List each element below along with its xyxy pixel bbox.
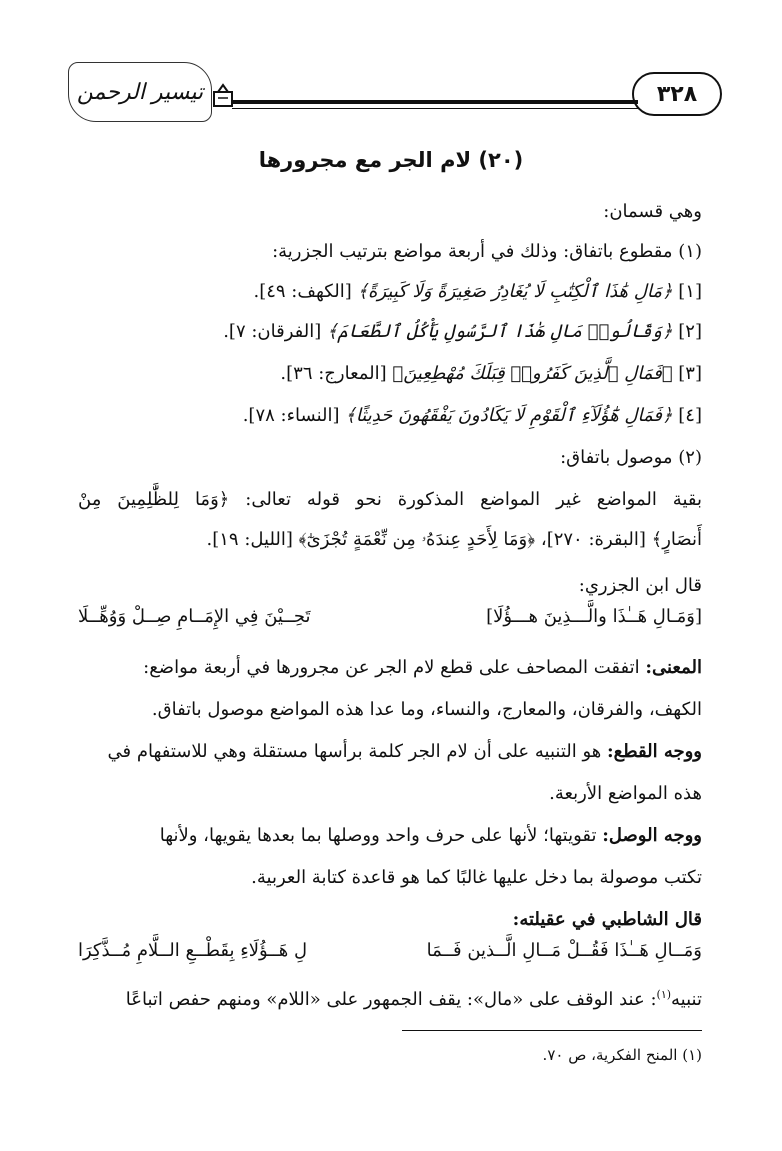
qat-text: هو التنبيه على أن لام الجر كلمة برأسها مستقلة وهي للاستفهام في bbox=[107, 741, 607, 762]
page-number: ٣٢٨ bbox=[632, 72, 722, 116]
verse-reference: [المعارج: ٣٦]. bbox=[280, 363, 387, 384]
verse-reference: [الفرقان: ٧]. bbox=[223, 321, 322, 342]
quran-verse: ﴿فَمَالِ ٱلَّذِينَ كَفَرُوا۟ قِبَلَكَ مُهْطِعِينَ﴾ bbox=[392, 363, 673, 384]
footnote: (١) المنح الفكرية، ص ٧٠. bbox=[542, 1046, 702, 1064]
verse-number: [٢] bbox=[678, 321, 702, 342]
meaning-text: اتفقت المصاحف على قطع لام الجر عن مجرورها في أربعة مواضع: bbox=[143, 657, 646, 678]
wasl-text: تقويتها؛ لأنها على حرف واحد ووصلها بما بعدها يقويها، ولأنها bbox=[159, 825, 603, 846]
section-2-title: (٢) موصول باتفاق: bbox=[560, 447, 702, 468]
page-header bbox=[62, 56, 722, 132]
tanbih-label: تنبيه bbox=[671, 989, 702, 1010]
quran-verse: ﴿وَقَالُوا۟ مَالِ هَٰذَا ٱلرَّسُولِ يَأْكُلُ ٱلطَّعَامَ﴾ bbox=[327, 321, 673, 342]
poem-hemistich-right: [وَمَـالِ هَــٰذَا والَّـــذِينَ هـــؤُلَا] bbox=[486, 606, 702, 627]
intro-text: وهي قسمان: bbox=[603, 201, 702, 222]
meaning-label: المعنى: bbox=[645, 657, 702, 678]
tanbih-line bbox=[78, 988, 702, 1011]
quran-verse: ﴿مَالِ هَٰذَا ٱلْكِتَٰبِ لَا يُغَادِرُ صَغِيرَةً وَلَا كَبِيرَةً﴾ bbox=[357, 281, 673, 302]
verse-number: [٣] bbox=[678, 363, 702, 384]
verse-line-3 bbox=[78, 362, 702, 385]
book-title: تيسير الرحمن bbox=[68, 62, 212, 122]
poem-hemistich-left: لِ هَــؤُلَاءِ بِقَطْــعِ الــلَّامِ مُــذَّكِرَا bbox=[78, 940, 308, 961]
jazari-label: قال ابن الجزري: bbox=[578, 575, 702, 596]
poem-hemistich-left: تَحِــيْنَ فِي الإِمَــامِ صِــلْ وَوُهِّــلَا bbox=[78, 606, 311, 627]
verse-number: [٤] bbox=[678, 405, 702, 426]
shatibi-label: قال الشاطبي في عقيلته: bbox=[512, 909, 702, 930]
qat-paragraph-line-2: هذه المواضع الأربعة. bbox=[549, 783, 702, 804]
tanbih-text: : عند الوقف على «مال»: يقف الجمهور على «اللام» ومنهم حفص اتباعًا bbox=[125, 989, 657, 1010]
qat-paragraph-line-1 bbox=[78, 740, 702, 763]
header-rule bbox=[232, 100, 638, 104]
verse-reference: [النساء: ٧٨]. bbox=[242, 405, 340, 426]
section-2-line-2: أَنصَارٍ﴾ [البقرة: ٢٧٠]، ﴿وَمَا لِأَحَدٍ عِندَهُۥ مِن نِّعْمَةٍ تُجْزَىٰٓ﴾ [الليل: ١٩]. bbox=[206, 529, 702, 550]
verse-number: [١] bbox=[678, 281, 702, 302]
verse-line-4 bbox=[78, 404, 702, 427]
wasl-label: ووجه الوصل: bbox=[602, 825, 702, 846]
wasl-paragraph-line-1 bbox=[78, 824, 702, 847]
meaning-paragraph-line-1 bbox=[78, 656, 702, 679]
verse-line-1 bbox=[78, 280, 702, 303]
jazari-poem-verse bbox=[78, 606, 702, 636]
poem-hemistich-right: وَمَــالِ هَــٰذَا فَقُــلْ مَــالِ الَّــذين فَــمَا bbox=[426, 940, 702, 961]
footnote-marker: (١) bbox=[656, 988, 672, 1001]
qat-label: ووجه القطع: bbox=[606, 741, 702, 762]
section-1-title: (١) مقطوع باتفاق: وذلك في أربعة مواضع بترتيب الجزرية: bbox=[272, 241, 702, 262]
section-2-line-1: بقية المواضع غير المواضع المذكورة نحو قوله تعالى: ﴿وَمَا لِلظَّٰلِمِينَ مِنْ bbox=[78, 489, 702, 510]
shatibi-poem-verse bbox=[78, 940, 702, 970]
quran-verse: ﴿فَمَالِ هَٰٓؤُلَآءِ ٱلْقَوْمِ لَا يَكَادُونَ يَفْقَهُونَ حَدِيثًا﴾ bbox=[345, 405, 673, 426]
verse-line-2 bbox=[78, 320, 702, 343]
wasl-paragraph-line-2: تكتب موصولة بما دخل عليها غالبًا كما هو قاعدة كتابة العربية. bbox=[251, 867, 702, 888]
footnote-separator bbox=[402, 1030, 702, 1031]
verse-reference: [الكهف: ٤٩]. bbox=[253, 281, 352, 302]
chapter-title: (٢٠) لام الجر مع مجرورها bbox=[258, 148, 524, 172]
book-ornament-icon bbox=[212, 82, 234, 108]
meaning-paragraph-line-2: الكهف، والفرقان، والمعارج، والنساء، وما عدا هذه المواضع موصول باتفاق. bbox=[151, 699, 702, 720]
header-rule-thin bbox=[232, 108, 638, 109]
